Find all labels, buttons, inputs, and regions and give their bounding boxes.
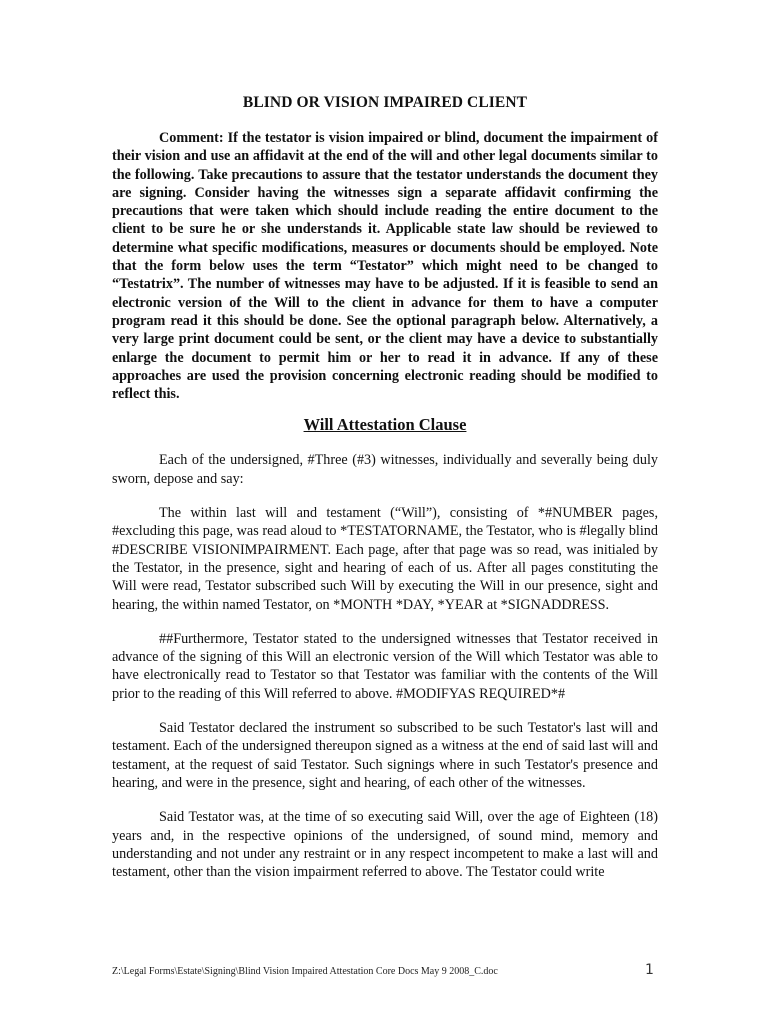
body-paragraph-2: The within last will and testament (“Will”), consisting of *#NUMBER pages, #excluding this page, was read aloud to *TESTATORNAME, the Testator, who is #legally blind #DESCRIBE VISIONIMPAIRMENT. Each page, after that page was so read, was initialed by the Testator, in the presence, sight and hearing of each of us. After all pages constituting the Will were read, Testator subscribed such Will by executing the Will in our presence, sight and hearing, the within named Testator, on *MONTH *DAY, *YEAR at *SIGNADDRESS.	[112, 505, 658, 613]
footer-file-path: Z:\Legal Forms\Estate\Signing\Blind Vision Impaired Attestation Core Docs May 9 2008_C.doc	[112, 966, 498, 977]
comment-paragraph: Comment: If the testator is vision impaired or blind, document the impairment of their vision and use an affidavit at the end of the will and other legal documents similar to the following. Take precautions to assure that the testator understands the document they are signing. Consider having the witnesses sign a separate affidavit confirming the precautions that were taken which should include reading the entire document to the client to be sure he or she understands it. Applicable state law should be reviewed to determine what specific modifications, measures or documents should be employed. Note that the form below uses the term “Testator” which might need to be changed to “Testatrix”. The number of witnesses may have to be adjusted. If it is feasible to send an electronic version of the Will to the client in advance for them to have a computer program read it this should be done. See the optional paragraph below. Alternatively, a very large print document could be sent, or the client may have a device to substantially enlarge the document to permit him or her to read it in advance. If any of these approaches are used the provision concerning electronic reading should be modified to reflect this.	[112, 130, 658, 403]
section-title: Will Attestation Clause	[303, 415, 467, 435]
footer-page-number: 1	[645, 962, 654, 978]
body-paragraph-1: Each of the undersigned, #Three (#3) witnesses, individually and severally being duly sworn, depose and say:	[112, 452, 658, 487]
body-paragraph-4: Said Testator declared the instrument so subscribed to be such Testator's last will and testament. Each of the undersigned thereupon signed as a witness at the end of said last will and testament, at the request of said Testator. Such signings where in such Testator's presence and hearing, and were in the presence, sight and hearing, of each other of the witnesses.	[112, 720, 658, 791]
document-title: BLIND OR VISION IMPAIRED CLIENT	[242, 94, 528, 111]
page-content	[112, 94, 658, 897]
body-paragraph-5: Said Testator was, at the time of so executing said Will, over the age of Eighteen (18) years and, in the respective opinions of the undersigned, of sound mind, memory and understanding and not under any restraint or in any respect incompetent to make a last will and testament, other than the vision impairment referred to above. The Testator could write	[112, 809, 658, 881]
body-paragraph-3: ##Furthermore, Testator stated to the undersigned witnesses that Testator received in advance of the signing of this Will an electronic version of the Will which Testator was able to have electronically read to Testator so that Testator was familiar with the contents of the Will prior to the reading of this Will referred to above. #MODIFYAS REQUIRED*#	[112, 630, 658, 702]
